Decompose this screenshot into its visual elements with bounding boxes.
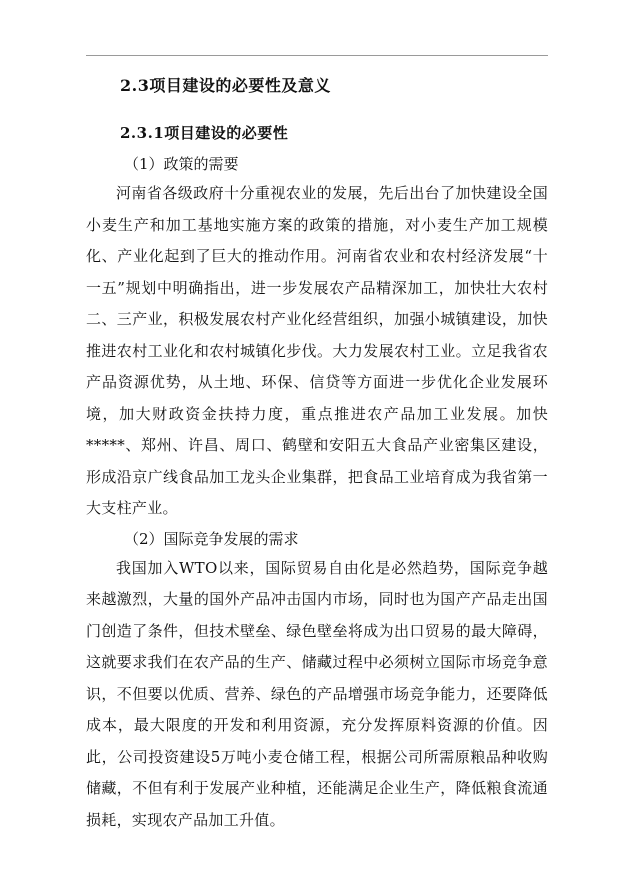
point-title-international: （2）国际竞争发展的需求: [124, 529, 299, 548]
document-body: [86, 66, 548, 836]
point-title-policy: （1）政策的需要: [124, 155, 239, 173]
paragraph-international: 我国加入WTO以来，国际贸易自由化是必然趋势，国际竞争越来越激烈，大量的国外产品冲击国内市场，同时也为国产产品走出国门创造了条件，但技术壁垒、绿色壁垒将成为出口贸易的最大障碍，这就要求我们在农产品的生产、储藏过程中必须树立国际市场竞争意识，不但要以优质、营养、绿色的产品增强市场竞争能力，还要降低成本，最大限度的开发和利用资源，充分发挥原料资源的价值。因此，公司投资建设5万吨小麦仓储工程，根据公司所需原粮品种收购储藏，不但有利于发展产业种植，还能满足企业生产，降低粮食流通损耗，实现农产品加工升值。: [86, 558, 548, 829]
paragraph-policy: 河南省各级政府十分重视农业的发展，先后出台了加快建设全国小麦生产和加工基地实施方案的政策的措施，对小麦生产加工规模化、产业化起到了巨大的推动作用。河南省农业和农村经济发展“十一五”规划中明确指出，进一步发展农产品精深加工，加快壮大农村二、三产业，积极发展农村产业化经营组织，加强小城镇建设，加快推进农村工业化和农村城镇化步伐。大力发展农村工业。立足我省农产品资源优势，从土地、环保、信贷等方面进一步优化企业发展环境，加大财政资金扶持力度，重点推进农产品加工业发展。加快*****、郑州、许昌、周口、鹤壁和安阳五大食品产业密集区建设，形成沿京广线食品加工龙头企业集群，把食品工业培育成为我省第一大支柱产业。: [86, 184, 548, 517]
section-heading: 2.3项目建设的必要性及意义: [120, 76, 331, 95]
header-rule: [86, 55, 548, 56]
subsection-heading: 2.3.1项目建设的必要性: [120, 124, 289, 142]
